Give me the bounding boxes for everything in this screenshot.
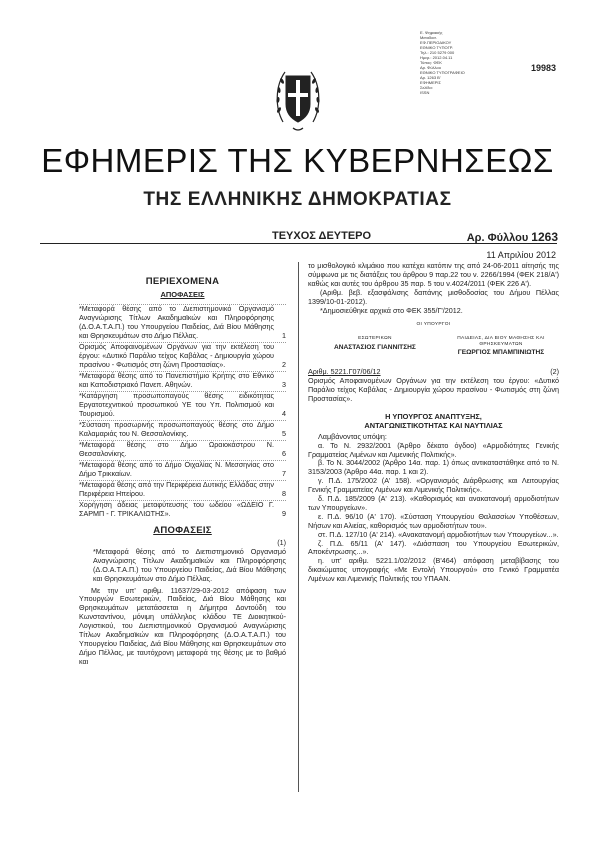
printer-meta-line: Ε. Ψηφιακής: [420, 30, 443, 35]
toc-item-page: 1: [282, 330, 286, 340]
minister-heading-line: Η ΥΠΟΥΡΓΟΣ ΑΝΑΠΤΥΞΗΣ,: [385, 411, 482, 421]
expense-note: (Αριθμ. βεβ. εξασφάλισης δαπάνης μισθοδοσίας του Δήμου Πέλλας 1399/10-01-2012).: [308, 287, 559, 306]
toc-item-page: 7: [282, 469, 286, 478]
legal-basis-item: ε. Π.Δ. 96/10 (Α' 170). «Σύσταση Υπουργείου Θαλασσίων Υποθέσεων, Νήσων και Αλιείας, καθορισμός των αρμοδιοτήτων του».: [308, 511, 559, 530]
decision-number: (1): [277, 538, 286, 548]
legal-basis-item: στ. Π.Δ. 127/10 (Α' 214). «Ανακατανομή αρμοδιοτήτων των Υπουργείων...».: [318, 529, 559, 539]
toc-item-page: 8: [282, 489, 286, 499]
gazette-title: ΕΦΗΜΕΡΙΣ ΤΗΣ ΚΥΒΕΡΝΗΣΕΩΣ: [41, 142, 554, 179]
decision-reference: Αριθμ. 5221.Γ07/06/12: [308, 367, 381, 377]
header-divider: [40, 243, 557, 244]
toc-item-text: *Μεταφορά θέσης στο Δήμο Ωραιοκάστρου Ν. Θεσσαλονίκης.: [79, 439, 274, 458]
toc-item-page: 4: [282, 408, 286, 418]
toc-heading: ΠΕΡΙΕΧΟΜΕΝΑ: [145, 276, 220, 287]
decision-title: Ορισμός Αποφαινομένων Οργάνων για την εκτέλεση του έργου: «Δυτικό Παράλιο τείχος Καβάλας - Δημιουργία χώρου πρασίνου - Φωτισμός στη ζώνη Προστασίας».: [308, 375, 559, 403]
decisions-heading: ΑΠΟΦΑΣΕΙΣ: [153, 525, 212, 537]
left-column: [79, 262, 286, 667]
issue-series: ΤΕΥΧΟΣ ΔΕΥΤΕΡΟ: [272, 230, 372, 242]
sheet-number-value: 1263: [531, 230, 558, 244]
page-number: 19983: [530, 63, 556, 73]
continuation-text: το μισθολογικό κλιμάκιο που κατέχει κατόπιν της από 24-06-2011 αίτησής της σύμφωνα με τις διατάξεις του άρθρου 9 παρ.22 του ν. 2266/1994 (ΦΕΚ 218/Α') καθώς και αυτές του άρθρου 35 παρ. 5 του ν.4024/2011 (ΦΕΚ 226 Α').: [308, 261, 559, 288]
toc-item[interactable]: [79, 440, 286, 459]
printer-meta-line: Σελίδα:: [420, 85, 433, 90]
printer-metadata: [420, 30, 480, 95]
toc-item-text: *Μεταφορά θέσης από την Περιφέρεια Δυτικής Ελλάδας στην Περιφέρεια Ηπείρου.: [79, 480, 274, 499]
toc-item-text: *Κατάργηση προσωποπαγούς θέσης ειδικότητας Εργατοτεχνιτικού προσωπικού ΥΕ του Υπ. Πολιτισμού και Τουρισμού.: [79, 390, 274, 418]
printer-meta-line: ISSN: [420, 90, 430, 95]
toc-item[interactable]: [79, 391, 286, 419]
toc-item-text: Ορισμός Αποφαινομένων Οργάνων για την εκτέλεση του έργου: «Δυτικό Παράλιο τείχος Καβάλας - Δημιουργία χώρου πρασίνου - Φωτισμός στη ζώνη Προστασίας».: [79, 341, 274, 369]
signatures: [334, 336, 549, 358]
printer-meta-line: Αρ. Φύλλου: [420, 65, 441, 70]
minister-heading: [308, 412, 559, 430]
toc-item-page: 6: [282, 448, 286, 458]
toc-item[interactable]: [79, 420, 286, 439]
correction-note: *Δημοσιεύθηκε αρχικά στο ΦΕΚ 355/Γ'/2012.: [320, 305, 463, 315]
printer-meta-line: Τηλ.: 210 5279 000: [420, 50, 455, 55]
signer-name: ΑΝΑΣΤΑΣΙΟΣ ΓΙΑΝΝΙΤΣΗΣ: [334, 343, 416, 351]
minister-heading-line: ΑΝΤΑΓΩΝΙΣΤΙΚΟΤΗΤΑΣ ΚΑΙ ΝΑΥΤΙΛΙΑΣ: [364, 420, 503, 430]
legal-basis-item: β. Το Ν. 3044/2002 (Άρθρο 14α. παρ. 1) όπως αντικαταστάθηκε από το Ν. 3153/2003 (Άρθρο 44α. παρ. 1 και 2).: [308, 458, 559, 477]
legal-basis-item: δ. Π.Δ. 185/2009 (Α' 213). «Καθορισμός και ανακατανομή αρμοδιοτήτων των Υπουργείων».: [308, 494, 559, 512]
toc-item-text: *Μεταφορά θέσης από το Πανεπιστήμιο Κρήτης στο Εθνικό και Καποδιστριακό Πανεπ. Αθηνών.: [79, 370, 274, 389]
toc-item-page: 5: [282, 428, 286, 438]
toc-item-page: 3: [282, 379, 286, 389]
ministers-label: ΟΙ ΥΠΟΥΡΓΟΙ: [416, 322, 451, 328]
greek-coat-of-arms-emblem: [273, 60, 323, 134]
legal-basis-item: ζ. Π.Δ. 65/11 (Α' 147). «Διάσπαση του Υπουργείου Εσωτερικών, Αποκέντρωσης...».: [308, 538, 559, 557]
signer-education: [453, 336, 549, 358]
toc-item[interactable]: [79, 460, 286, 479]
printer-meta-line: Μεταδοσ.: [420, 35, 437, 40]
legal-basis-item: γ. Π.Δ. 175/2002 (Α' 158). «Οργανισμός Διάρθρωσης και Λειτουργίας Γενικής Γραμματείας Λιμένων και Λιμενικής Πολιτικής».: [308, 476, 559, 495]
printer-meta-line: ΕΘΝΙΚΟ ΤΥΠΟΓΡΑΦΕΙΟ: [420, 70, 465, 75]
signer-role: ΠΑΙΔΕΙΑΣ, ΔΙΑ ΒΙΟΥ ΜΑΘΗΣΗΣ ΚΑΙ ΘΡΗΣΚΕΥΜΑΤΩΝ: [457, 336, 545, 347]
toc-item-page: 2: [282, 359, 286, 369]
signer-name: ΓΕΩΡΓΙΟΣ ΜΠΑΜΠΙΝΙΩΤΗΣ: [457, 349, 545, 357]
publication-date: 11 Απριλίου 2012: [486, 250, 556, 260]
decision-body: Με την υπ' αριθμ. 11637/29-03-2012 απόφαση των Υπουργών Εσωτερικών, Παιδείας, Διά Βίου Μάθησης και Θρησκευμάτων μετατάσσεται η Δήμητρα Δοντούδη του Κωνσταντίνου, μόνιμη υπάλληλος κλάδου ΤΕ Διοικητικού-Λογιστικού, του Διεπιστημονικού Οργανισμού Αναγνώρισης Τίτλων Ακαδημαϊκών και Πληροφόρησης (Δ.Ο.Α.Τ.Α.Π.) του Υπουργείου Παιδείας, Διά Βίου Μάθησης και Θρησκευμάτων στο Δήμο Πέλλας, με ταυτόχρονη μεταφορά της θέσης με το βαθμό και: [79, 585, 286, 666]
printer-meta-line: ΕΦΗΜΕΡΙΣ: [420, 80, 441, 85]
signer-interior: [334, 336, 416, 358]
sheet-number: [467, 230, 558, 244]
printer-meta-line: ΕΘΝΙΚΟ ΤΥΠΟΓΡ.: [420, 45, 454, 50]
printer-meta-line: Τύπος: ΦΕΚ: [420, 60, 442, 65]
printer-meta-line: ΕΦ.ΠΕΡΙΟΔΙΚΟΥ: [420, 40, 452, 45]
considering-label: Λαμβάνοντας υπόψη:: [318, 431, 387, 441]
toc-subheading: ΑΠΟΦΑΣΕΙΣ: [160, 289, 205, 299]
decision-number: (2): [550, 367, 559, 377]
legal-basis-list: [308, 442, 559, 585]
toc-item[interactable]: [79, 371, 286, 390]
toc-item-text: *Μεταφορά θέσης από το Διεπιστημονικό Οργανισμό Αναγνώρισης Τίτλων Ακαδημαϊκών και Πληροφόρησης (Δ.Ο.Α.Τ.Α.Π.) του Υπουργείου Παιδείας, Διά Βίου Μάθησης και Θρησκευμάτων στο Δήμο Πέλλας.: [79, 303, 274, 340]
column-divider: [298, 262, 299, 792]
legal-basis-item: η. υπ' αριθμ. 5221.1/02/2012 (Β'464) απόφαση μεταβίβασης του δικαιώματος υπογραφής «Με Εντολή Υπουργού» στο Γενικό Γραμματέα Λιμένων και Λιμενικής Πολιτικής του ΥΠΑΑΝ.: [308, 556, 559, 584]
toc-list: [79, 304, 286, 519]
legal-basis-item: α. Το Ν. 2932/2001 (Άρθρο δέκατο όγδοο) «Αρμοδιότητες Γενικής Γραμματείας Λιμένων και Λιμενικής Πολιτικής».: [308, 440, 559, 459]
decision-title: *Μεταφορά θέσης από το Διεπιστημονικό Οργανισμό Αναγνώρισης Τίτλων Ακαδημαϊκών και Πληροφόρησης (Δ.Ο.Α.Τ.Α.Π.) του Υπουργείου Παιδείας, Διά Βίου Μάθησης και Θρησκευμάτων στο Δήμο Πέλλας.: [93, 546, 286, 583]
toc-item[interactable]: [79, 304, 286, 341]
printer-meta-line: Αρ. 1263 Β': [420, 75, 441, 80]
toc-item[interactable]: [79, 342, 286, 370]
printer-meta-line: Ημερ.: 2012.04.11: [420, 55, 453, 60]
toc-item-text: *Σύσταση προσωρινής προσωποπαγούς θέσης στο Δήμο Καλαμαριάς του Ν. Θεσσαλονίκης.: [79, 419, 274, 438]
toc-item-page: 9: [282, 509, 286, 519]
toc-item-text: *Μεταφορά θέσης από το Δήμο Οιχαλίας Ν. Μεσσηνίας στο Δήμο Τρικκαίων.: [79, 460, 274, 478]
sheet-label: Αρ. Φύλλου: [466, 232, 529, 244]
toc-item[interactable]: [79, 500, 286, 519]
right-column: [308, 262, 559, 584]
signer-role: ΕΣΩΤΕΡΙΚΩΝ: [358, 336, 392, 342]
gazette-subtitle: ΤΗΣ ΕΛΛΗΝΙΚΗΣ ΔΗΜΟΚΡΑΤΙΑΣ: [143, 189, 452, 210]
toc-item-text: Χορήγηση άδειας μεταφύτευσης του ωδείου «ΩΔΕΙΟ Γ. ΣΑΡΜΠ - Γ. ΤΡΙΚΑΛΙΩΤΗΣ».: [79, 500, 274, 519]
toc-item[interactable]: [79, 480, 286, 499]
